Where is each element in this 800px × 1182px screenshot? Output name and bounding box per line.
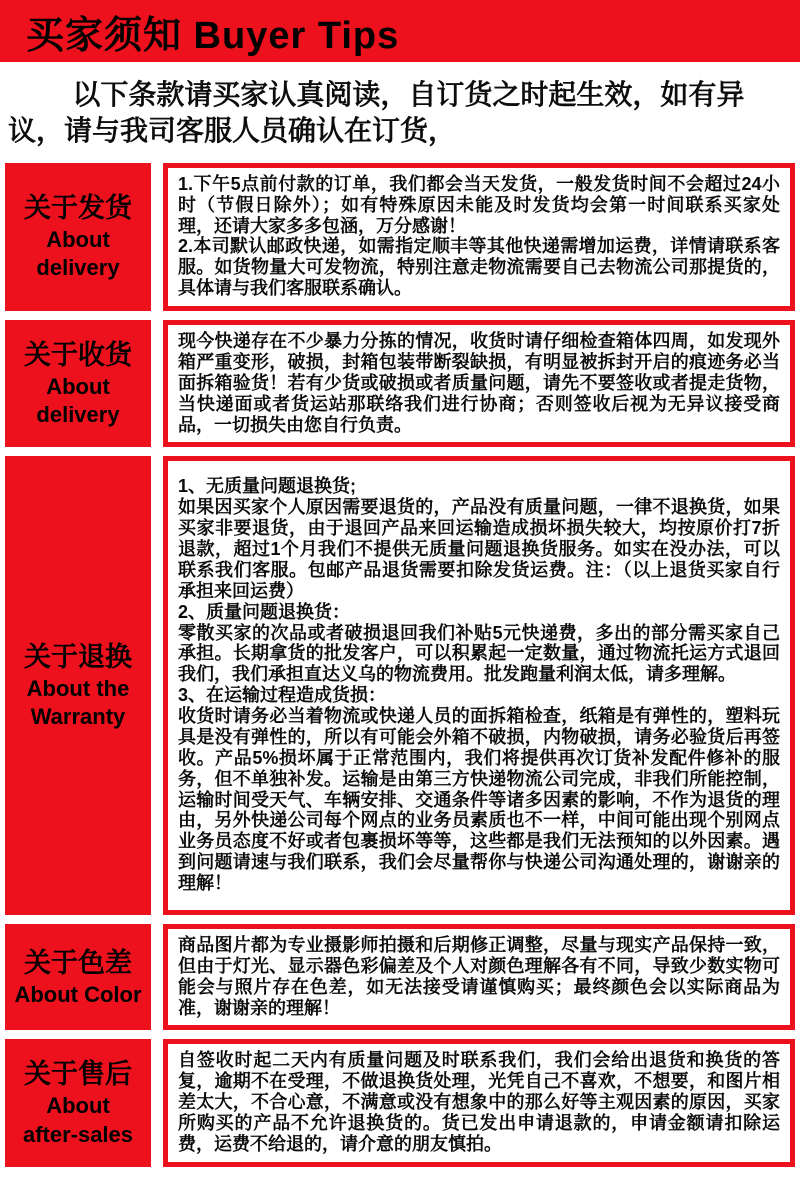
page-title: 买家须知 Buyer Tips [26, 14, 400, 57]
section-color-content [163, 924, 795, 1031]
section-receiving [5, 320, 795, 447]
paragraph: 如果因买家个人原因需要退货的，产品没有质量问题，一律不退换货，如果买家非要退货，由于退回产品来回运输造成损坏损失较大，均按原价打7折退款，超过1个月我们不提供无质量问题退换货服务。如实在没办法，可以联系我们客服。包邮产品退货需要扣除发货运费。注：（以上退货买家自行承担来回运费） [178, 497, 780, 601]
sections-list [0, 163, 800, 1182]
section-color-label-en: About Color [14, 981, 142, 1007]
paragraph: 2.本司默认邮政快递，如需指定顺丰等其他快递需增加运费，详情请联系客服。如货物量大可发物流，特别注意走物流需要自己去物流公司那提货的，具体请与我们客服联系确认。 [178, 236, 780, 299]
section-receiving-content [163, 320, 795, 447]
section-returns-label-zh: 关于退换 [24, 641, 132, 672]
paragraph: 商品图片都为专业摄影师拍摄和后期修正调整，尽量与现实产品保持一致，但由于灯光、显示器色彩偏差及个人对颜色理解各有不同，导致少数实物可能会与照片存在色差，如无法接受请谨慎购买；最终颜色会以实际商品为准，谢谢亲的理解！ [178, 934, 780, 1018]
section-color-label [5, 924, 151, 1031]
section-color-label-zh: 关于色差 [24, 947, 132, 978]
section-color [5, 924, 795, 1031]
section-returns-content [163, 456, 795, 915]
section-shipping [5, 163, 795, 311]
intro-text: 以下条款请买家认真阅读，自订货之时起生效，如有异议，请与我司客服人员确认在订货， [8, 79, 745, 147]
section-returns-label-en-line2: Warranty [30, 704, 126, 730]
section-after-sales-label-en-line1: About [46, 1093, 110, 1119]
section-returns [5, 456, 795, 915]
section-after-sales-content [163, 1039, 795, 1166]
paragraph: 收货时请务必当着物流或快递人员的面拆箱检查，纸箱是有弹性的，塑料玩具是没有弹性的，所以有可能会外箱不破损，内物破损，请务必验货后再签收。产品5%损坏属于正常范围内，我们将提供再次订货补发配件修补的服务，但不单独补发。运输是由第三方快递物流公司完成，非我们所能控制，运输时间受天气、车辆安排、交通条件等诸多因素的影响，不作为退货的理由，另外快递公司每个网点的业务员素质也不一样，中间可能出现个别网点业务员态度不好或者包裹损坏等等，这些都是我们无法预知的以外因素。遇到问题请速与我们联系，我们会尽量帮你与快递公司沟通处理的，谢谢亲的理解！ [178, 706, 780, 894]
paragraph: 2、质量问题退换货： [178, 601, 351, 622]
section-receiving-label [5, 320, 151, 447]
section-returns-label-en-line1: About the [26, 676, 130, 702]
section-receiving-label-en: About delivery [36, 374, 120, 428]
section-shipping-content [163, 163, 795, 311]
paragraph: 1、无质量问题退换货; [178, 476, 357, 497]
paragraph: 零散买家的次品或者破损退回我们补贴5元快递费，多出的部分需买家自己承担。长期拿货的批发客户，可以积累起一定数量，通过物流托运方式退回我们，我们承担直达义乌的物流费用。批发跑量利润太低，请多理解。 [178, 622, 780, 685]
section-after-sales [5, 1039, 795, 1166]
paragraph: 1.下午5点前付款的订单，我们都会当天发货，一般发货时间不会超过24小时（节假日除外）；如有特殊原因未能及时发货均会第一时间联系买家处理，还请大家多多包涵，万分感谢！ [178, 173, 780, 236]
section-after-sales-label-zh: 关于售后 [24, 1059, 132, 1090]
paragraph: 3、在运输过程造成货损： [178, 685, 387, 706]
paragraph: 现今快递存在不少暴力分拣的情况，收货时请仔细检查箱体四周，如发现外箱严重变形，破损，封箱包装带断裂缺损，有明显被拆封开启的痕迹务必当面拆箱验货！若有少货或破损或者质量问题，请先不要签收或者提走货物，当快递面或者货运站那联络我们进行协商；否则签收后视为无异议接受商品，一切损失由您自行负责。 [178, 331, 780, 435]
header-bar [0, 0, 800, 62]
section-shipping-label-en: About delivery [36, 227, 120, 281]
paragraph: 自签收时起二天内有质量问题及时联系我们，我们会给出退货和换货的答复，逾期不在受理，不做退换货处理，光凭自己不喜欢，不想要，和图片相差太大，不合心意，不满意或没有想象中的那么好等主观因素的原因，买家所购买的产品不允许退换货的。货已发出申请退款的，申请金额请扣除运费，运费不给退的，请介意的朋友慎拍。 [178, 1050, 780, 1154]
section-receiving-label-zh: 关于收货 [24, 340, 132, 371]
section-shipping-label-zh: 关于发货 [24, 193, 132, 224]
section-returns-label [5, 456, 151, 915]
section-shipping-label [5, 163, 151, 311]
section-after-sales-label [5, 1039, 151, 1166]
section-after-sales-label-en-line2: after-sales [22, 1121, 134, 1147]
